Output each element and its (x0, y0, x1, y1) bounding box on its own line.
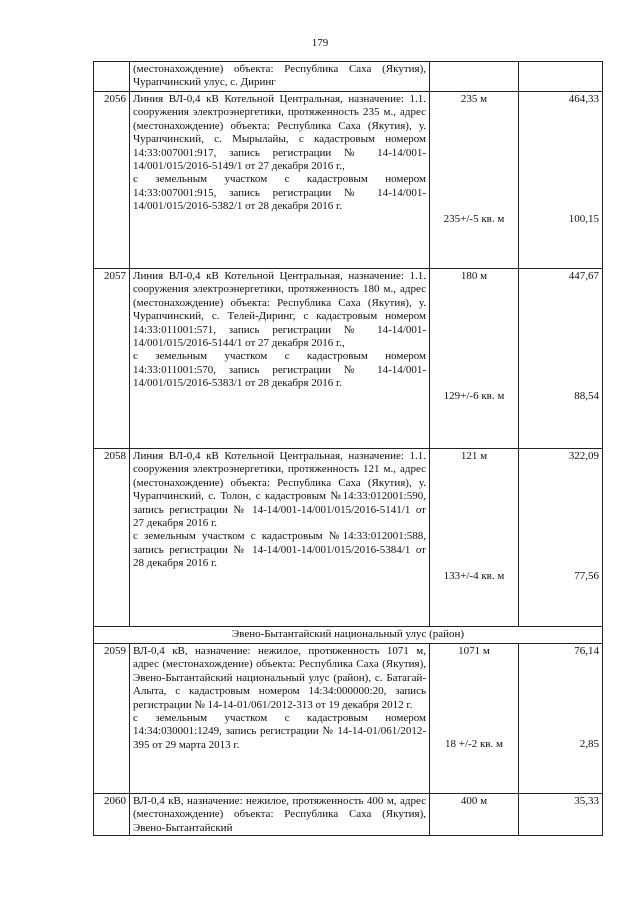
land-value: 77,56 (574, 570, 599, 583)
row-description-cell (130, 62, 430, 92)
row-size-cell (430, 92, 519, 269)
row-number: 2060 (94, 794, 130, 836)
row-size-cell (430, 269, 519, 449)
row-number: 2056 (94, 92, 130, 269)
object-size: 235 м (460, 93, 488, 105)
row-value-cell (519, 644, 603, 794)
land-value: 2,85 (579, 738, 599, 751)
object-size: 400 м (460, 795, 488, 807)
object-value: 464,33 (568, 93, 599, 105)
row-number: 2057 (94, 269, 130, 449)
row-size-cell (430, 794, 519, 836)
table-row (94, 62, 603, 92)
land-size: 235+/-5 кв. м (443, 213, 505, 226)
row-value-cell (519, 92, 603, 269)
row-description-cell (130, 92, 430, 269)
region-heading: Эвено-Бытантайский национальный улус (район) (94, 627, 603, 644)
object-value: 322,09 (568, 450, 599, 462)
page-number: 179 (311, 37, 329, 49)
land-value: 88,54 (574, 390, 599, 403)
object-description: Линия ВЛ-0,4 кВ Котельной Центральная, назначение: 1.1. сооружения электроэнергетики, протяженность 235 м., адрес (местонахождение) объекта: Республика Саха (Якутия), у. Чурапчинский, с. Мырылайы, с кадастровым номером 14:33:007001:917, запись регистрации № 14-14/001-14/001/015/2016-5149/1 от 27 декабря 2016 г., (133, 93, 426, 173)
object-value: 447,67 (568, 270, 599, 282)
land-plot-description: с земельным участком с кадастровым номером 14:33:011001:570, запись регистрации № 14-14/001-14/001/015/2016-5383/1 от 28 декабря 2016 г. (133, 350, 426, 390)
land-plot-description: с земельным участком с кадастровым №14:33:012001:588, запись регистрации № 14-14/001-14/001/015/2016-5384/1 от 28 декабря 2016 г. (133, 530, 426, 570)
object-description: Линия ВЛ-0,4 кВ Котельной Центральная, назначение: 1.1. сооружения электроэнергетики, протяженность 180 м., адрес (местонахождение) объекта: Республика Саха (Якутия), у. Чурапчинский, с. Телей-Диринг, с кадастровым номером 14:33:011001:571, запись регистрации № 14-14/001-14/001/015/2016-5144/1 от 27 декабря 2016 г., (133, 270, 426, 350)
land-plot-description: с земельным участком с кадастровым номером 14:34:030001:1249, запись регистрации № 14-14-01/061/2012-395 от 29 марта 2013 г. (133, 712, 426, 751)
object-description: Линия ВЛ-0,4 кВ Котельной Центральная, назначение: 1.1. сооружения электроэнергетики, протяженность 121 м., адрес (местонахождение) объекта: Республика Саха (Якутия), у. Чурапчинский, с. Толон, с кадастровым №14:33:012001:590, запись регистрации № 14-14/001-14/001/015/2016-5141/1 от 27 декабря 2016 г. (133, 450, 426, 530)
property-registry-table (93, 61, 603, 836)
object-size: 180 м (460, 270, 488, 282)
row-value-cell (519, 794, 603, 836)
object-description: ВЛ-0,4 кВ, назначение: нежилое, протяженность 400 м, адрес (местонахождение) объекта: Республика Саха (Якутия), Эвено-Бытантайский (133, 795, 426, 834)
object-size: 1071 м (458, 645, 490, 657)
row-value-cell (519, 449, 603, 627)
table-row (94, 794, 603, 836)
row-value-cell (519, 269, 603, 449)
table-row (94, 449, 603, 627)
land-size: 129+/-6 кв. м (443, 390, 505, 403)
land-size: 133+/-4 кв. м (443, 570, 505, 583)
row-size-cell (430, 644, 519, 794)
row-number-cell (94, 62, 130, 92)
object-value: 35,33 (574, 795, 599, 807)
row-value-cell (519, 62, 603, 92)
land-plot-description: с земельным участком с кадастровым номером 14:33:007001:915, запись регистрации № 14-14/001-14/001/015/2016-5382/1 от 28 декабря 2016 г. (133, 173, 426, 213)
land-value: 100,15 (568, 213, 599, 226)
region-heading-row (94, 627, 603, 644)
row-number: 2059 (94, 644, 130, 794)
object-description: ВЛ-0,4 кВ, назначение: нежилое, протяженность 1071 м, адрес (местонахождение) объекта: Республика Саха (Якутия), Эвено-Бытантайский национальный улус (район), с. Батагай-Алыта, с кадастровым номером 14:34:000000:20, запись регистрации № 14-14-01/061/2012-313 от 19 декабря 2012 г. (133, 645, 426, 711)
description-text: (местонахождение) объекта: Республика Саха (Якутия), Чурапчинский улус, с. Диринг (133, 63, 426, 89)
row-size-cell (430, 62, 519, 92)
table-row (94, 92, 603, 269)
row-description-cell (130, 794, 430, 836)
row-description-cell (130, 269, 430, 449)
table-row (94, 644, 603, 794)
row-number: 2058 (94, 449, 130, 627)
table-row (94, 269, 603, 449)
row-description-cell (130, 449, 430, 627)
row-size-cell (430, 449, 519, 627)
object-size: 121 м (460, 450, 488, 462)
object-value: 76,14 (574, 645, 599, 657)
row-description-cell (130, 644, 430, 794)
land-size: 18 +/-2 кв. м (445, 738, 503, 751)
